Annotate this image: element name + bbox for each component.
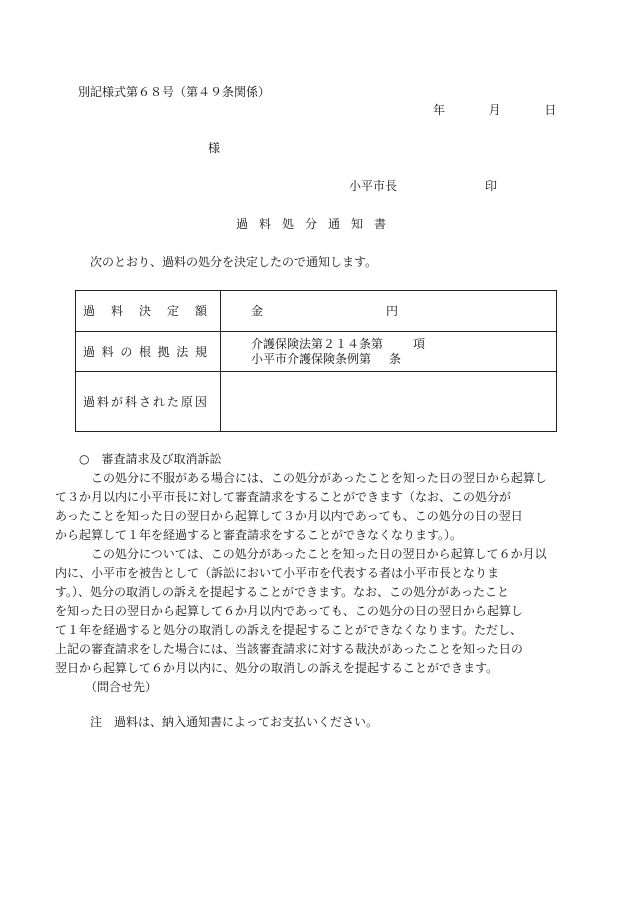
label-char: 過 <box>83 304 96 318</box>
amount-label-cell <box>76 291 221 332</box>
date-year-label: 年 <box>433 103 446 117</box>
paragraph-line: て１年を経過すると処分の取消しの訴えを提起することができなくなります。ただし、 <box>55 623 523 637</box>
addressee-honorific: 様 <box>208 141 221 155</box>
form-number: 別記様式第６８号（第４９条関係） <box>78 85 271 99</box>
law-line-1 <box>251 337 556 352</box>
appeal-notice <box>55 450 557 697</box>
amount-value-cell <box>221 291 557 332</box>
label-char: 額 <box>194 304 207 318</box>
penalty-table <box>75 290 557 432</box>
label-char: 料 <box>96 394 109 409</box>
paragraph-line: を知った日の翌日から起算して６か月以内であっても、この処分の日の翌日から起算し <box>55 604 523 618</box>
label-char: が <box>110 394 123 409</box>
paragraph-line: て３か月以内に小平市長に対して審査請求をすることができます（なお、この処分が <box>55 490 512 504</box>
label-char: 過 <box>83 394 96 409</box>
law1-suffix: 項 <box>413 336 426 351</box>
label-char: 規 <box>194 344 207 359</box>
law-label-cell <box>76 332 221 372</box>
paragraph-line: 内に、小平市を被告として（訴訟において小平市を代表する者は小平市長となりま <box>55 566 500 580</box>
label-char: 料 <box>110 304 123 318</box>
label-char: 拠 <box>157 344 170 359</box>
label-char: さ <box>138 394 151 409</box>
reason-label-cell <box>76 372 221 432</box>
intro-text: 次のとおり、過料の処分を決定したので通知します。 <box>90 255 378 269</box>
label-char: 法 <box>176 344 189 359</box>
label-char: の <box>120 344 133 359</box>
issuer-line <box>349 180 497 192</box>
label-char: 因 <box>194 394 207 409</box>
amount-label <box>83 305 207 317</box>
paragraph-line: 翌日から起算して６か月以内に、処分の取消しの訴えを提起することができます。 <box>55 661 499 675</box>
paragraph-line: この処分に不服がある場合には、この処分があったことを知った日の翌日から起算し <box>91 471 547 485</box>
amount-unit: 円 <box>386 304 399 318</box>
paragraph-line: この処分については、この処分があったことを知った日の翌日から起算して６か月以 <box>91 547 547 561</box>
label-char: 決 <box>138 304 151 318</box>
label-char: れ <box>152 394 165 409</box>
label-char: 料 <box>101 344 114 359</box>
law1-prefix: 介護保険法第２１４条第 <box>251 336 384 351</box>
law-value-cell <box>221 332 557 372</box>
amount-prefix: 金 <box>251 304 264 318</box>
label-char: た <box>166 394 179 409</box>
issuer-name: 小平市長 <box>349 179 398 193</box>
law-line-2 <box>251 352 556 367</box>
paragraph-line: 上記の審査請求をした場合には、当該審査請求に対する裁決があったことを知った日の <box>55 642 523 656</box>
table-row-reason <box>76 372 557 432</box>
law2-prefix: 小平市介護保険条例第 <box>251 351 372 366</box>
label-char: 過 <box>83 344 96 359</box>
table-row-amount <box>76 291 557 332</box>
reason-label <box>83 396 207 408</box>
paragraph-line: あったことを知った日の翌日から起算して３か月以内であっても、この処分の日の翌日 <box>55 509 523 523</box>
paragraph-line: から起算して１年を経過すると審査請求をすることができなくなります。）。 <box>55 528 463 542</box>
label-char: 定 <box>166 304 179 318</box>
date-line <box>433 104 556 116</box>
paragraph-line: す。）、処分の取消しの訴えを提起することができます。なお、この処分があったこと <box>55 585 509 599</box>
document-title: 過料処分通知書 <box>236 217 398 231</box>
bullet-mark: ○ <box>79 452 90 466</box>
inquiry-label: （問合せ先） <box>85 680 158 694</box>
date-day-label: 日 <box>544 103 557 117</box>
label-char: 科 <box>124 394 137 409</box>
appeal-heading: 審査請求及び取消訴訟 <box>101 452 222 466</box>
appeal-heading-line <box>79 450 557 469</box>
law-label <box>83 346 207 358</box>
label-char: 根 <box>138 344 151 359</box>
payment-note: 注 過料は、納入通知書によってお支払いください。 <box>90 715 379 729</box>
appeal-paragraph-2 <box>55 545 557 678</box>
label-char: 原 <box>180 394 193 409</box>
reason-value-cell <box>221 372 557 432</box>
seal-mark: 印 <box>485 179 498 193</box>
date-month-label: 月 <box>488 103 501 117</box>
law2-suffix: 条 <box>389 351 402 366</box>
appeal-paragraph-1 <box>55 469 557 545</box>
table-row-law <box>76 332 557 372</box>
